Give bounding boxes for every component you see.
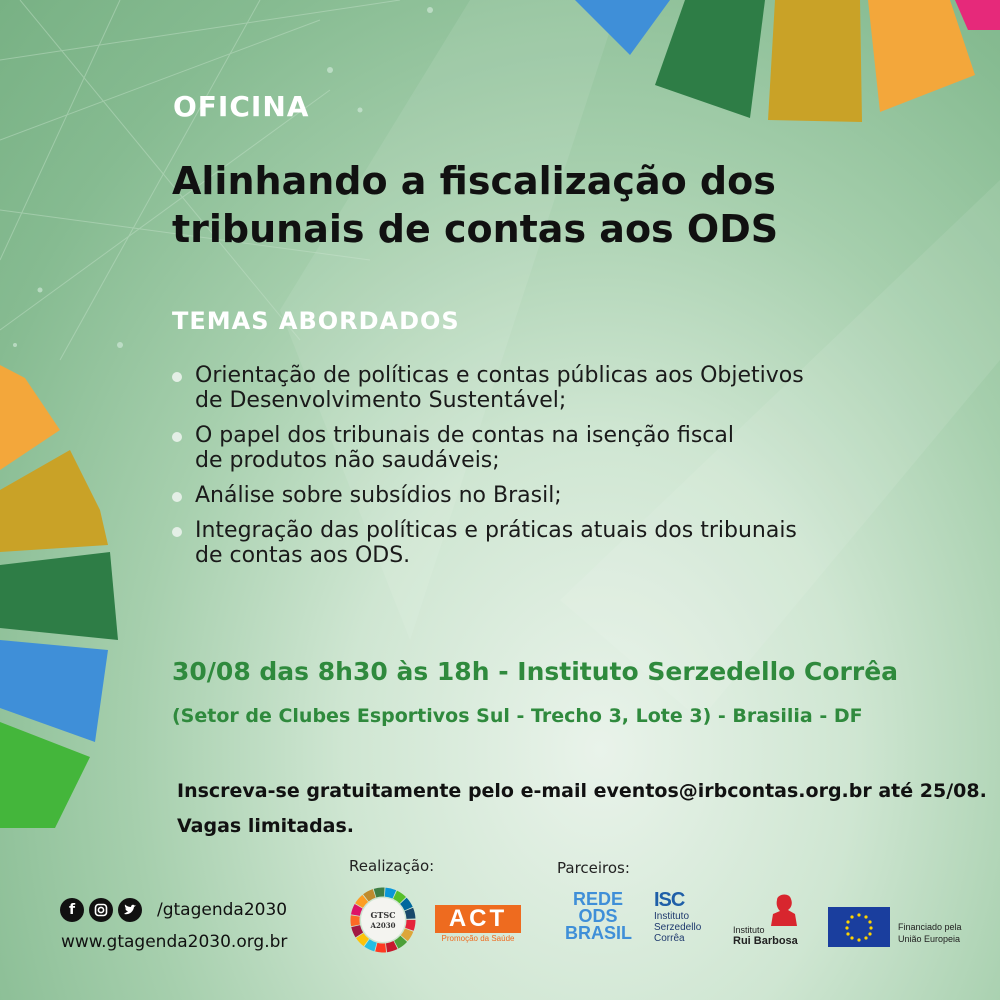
event-title bbox=[172, 157, 778, 253]
rede-ods-brasil-logo bbox=[565, 891, 631, 951]
bullet-icon bbox=[172, 492, 182, 502]
bullet-icon bbox=[172, 372, 182, 382]
sdg-wheel-left bbox=[0, 365, 118, 828]
bullet-icon bbox=[172, 432, 182, 442]
instagram-icon[interactable] bbox=[89, 898, 113, 922]
topic-item bbox=[170, 363, 875, 413]
topic-line: Integração das políticas e práticas atuais dos tribunais bbox=[195, 518, 797, 543]
act-logo-tagline: Promoção da Saúde bbox=[441, 934, 515, 943]
event-date-location: 30/08 das 8h30 às 18h - Instituto Serzedello Corrêa bbox=[172, 657, 899, 686]
event-address: (Setor de Clubes Esportivos Sul - Trecho 3, Lote 3) - Brasilia - DF bbox=[172, 705, 863, 727]
eu-funding-text bbox=[898, 921, 962, 945]
rui-barbosa-text: Rui Barbosa bbox=[733, 935, 798, 947]
topic-item bbox=[170, 518, 875, 568]
partners-label: Parceiros: bbox=[557, 859, 630, 877]
vacancies-note: Vagas limitadas. bbox=[177, 815, 355, 837]
act-logo-name: ACT bbox=[435, 905, 521, 933]
topic-line: O papel dos tribunais de contas na isenção fiscal bbox=[195, 423, 734, 448]
gtsc-logo-text: A2030 bbox=[370, 921, 396, 930]
topic-line: de produtos não saudáveis; bbox=[195, 448, 500, 473]
topic-line: Análise sobre subsídios no Brasil; bbox=[195, 483, 562, 508]
isc-logo-text: Instituto bbox=[654, 911, 690, 922]
topics-list bbox=[170, 363, 890, 578]
rede-ods-text: BRASIL bbox=[565, 923, 632, 943]
topic-line: de Desenvolvimento Sustentável; bbox=[195, 388, 567, 413]
eu-funding-line: Financiado pela bbox=[898, 922, 962, 932]
isc-logo-text: Serzedello bbox=[654, 922, 702, 933]
social-row bbox=[60, 898, 287, 922]
topic-item bbox=[170, 483, 875, 508]
eu-funding-line: União Europeia bbox=[898, 934, 961, 944]
sdg-wheel-top-right bbox=[575, 0, 1000, 122]
event-title-line: tribunais de contas aos ODS bbox=[172, 207, 779, 251]
rui-barbosa-logo bbox=[733, 892, 805, 948]
isc-logo-text: Corrêa bbox=[654, 933, 685, 944]
bullet-icon bbox=[172, 527, 182, 537]
act-logo bbox=[435, 905, 521, 945]
topics-heading: TEMAS ABORDADOS bbox=[172, 307, 460, 335]
rede-ods-text: ODS bbox=[578, 906, 618, 926]
twitter-icon[interactable] bbox=[118, 898, 142, 922]
social-handle[interactable]: /gtagenda2030 bbox=[157, 900, 288, 920]
event-type-label: OFICINA bbox=[173, 90, 310, 123]
signup-instructions: Inscreva-se gratuitamente pelo e-mail eventos@irbcontas.org.br até 25/08. bbox=[177, 780, 987, 802]
website-link[interactable]: www.gtagenda2030.org.br bbox=[61, 932, 288, 952]
topic-item bbox=[170, 423, 875, 473]
topic-line: de contas aos ODS. bbox=[195, 543, 411, 568]
gtsc-logo-text: GTSC bbox=[370, 910, 396, 920]
rui-barbosa-portrait-icon bbox=[767, 892, 801, 926]
isc-logo-mark: ISC bbox=[654, 889, 685, 911]
topic-line: Orientação de políticas e contas públicas aos Objetivos bbox=[195, 363, 804, 388]
gtsc-a2030-logo bbox=[349, 886, 417, 954]
isc-logo bbox=[654, 889, 714, 951]
event-title-line: Alinhando a fiscalização dos bbox=[172, 159, 776, 203]
rede-ods-text: REDE bbox=[572, 889, 623, 909]
organizers-label: Realização: bbox=[349, 857, 435, 875]
facebook-icon[interactable]: f bbox=[60, 898, 84, 922]
rui-barbosa-text: Instituto bbox=[733, 925, 765, 935]
eu-flag-icon bbox=[828, 907, 890, 947]
